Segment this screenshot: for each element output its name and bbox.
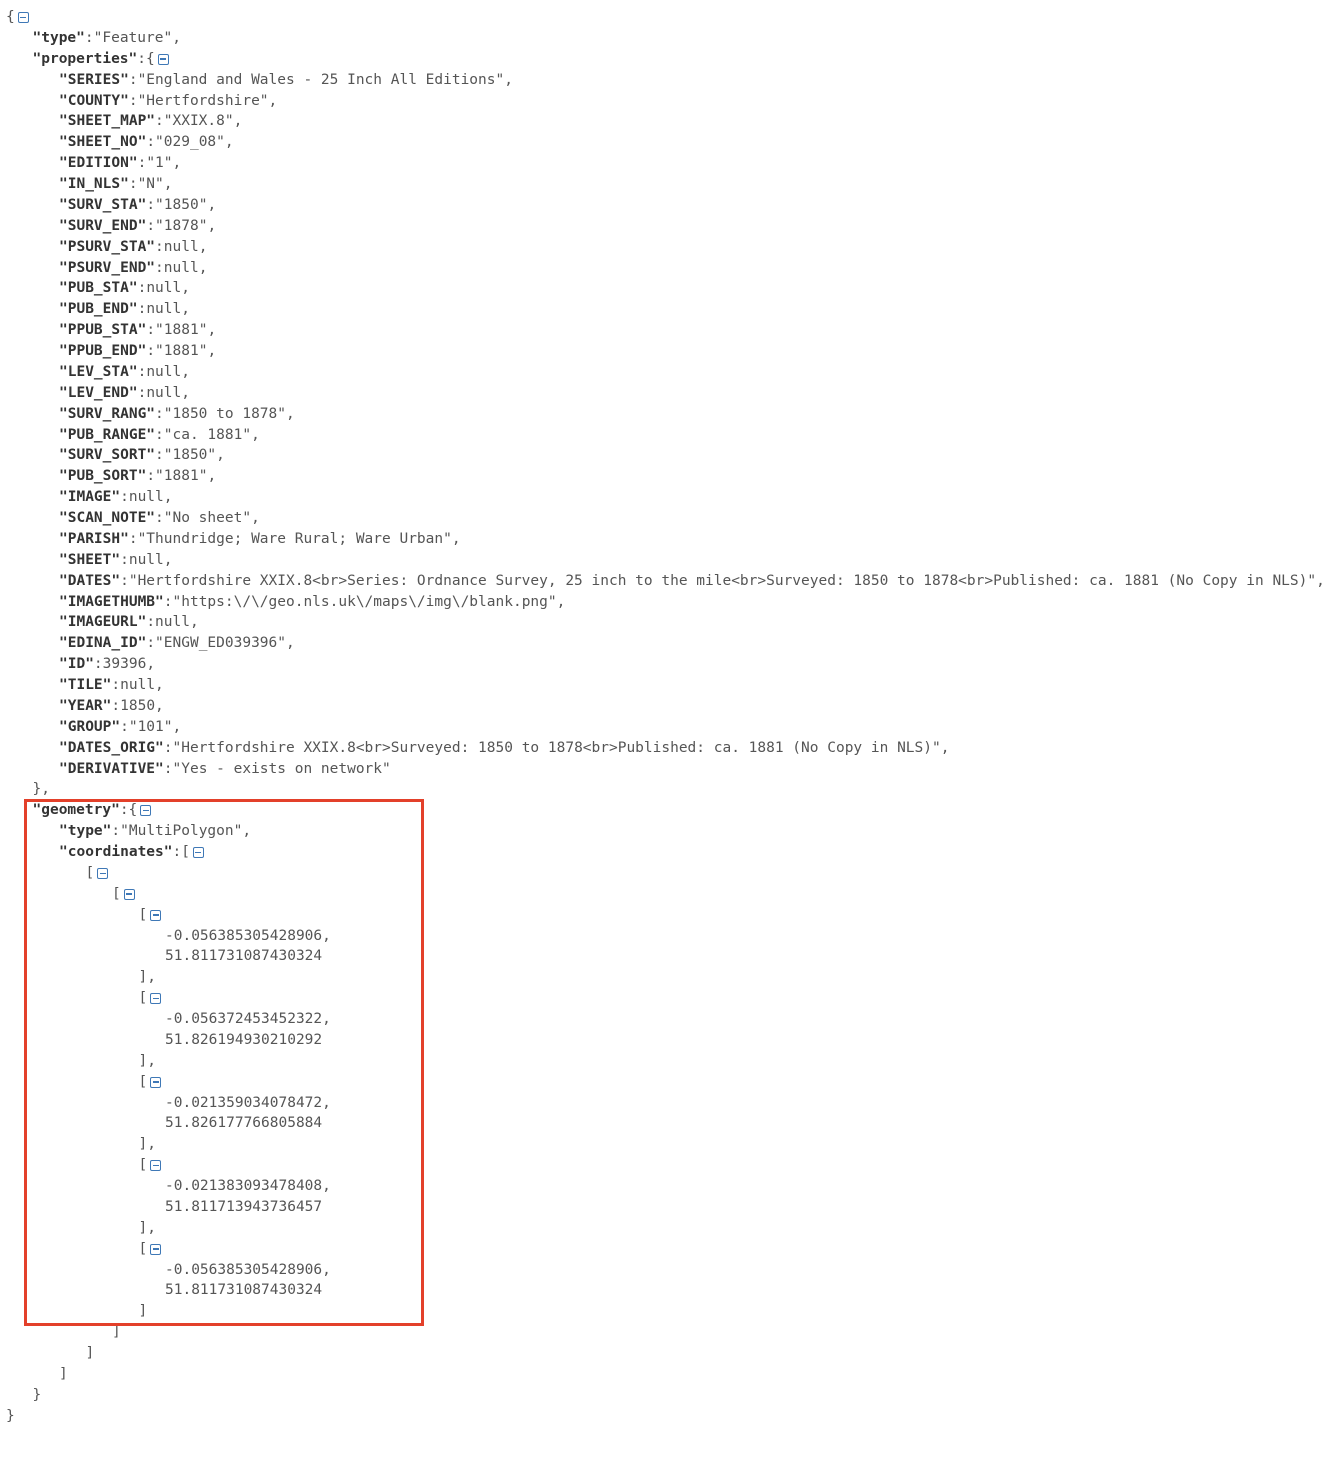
colon: : (111, 697, 121, 714)
json-key: "IMAGETHUMB" (59, 593, 164, 610)
array-close (6, 1322, 1325, 1343)
latitude-value: 51.811731087430324 (165, 948, 323, 965)
json-value: null (146, 384, 182, 401)
latitude-row (6, 1197, 1325, 1218)
colon: : (155, 447, 164, 464)
json-value: "Yes - exists on network" (172, 760, 391, 777)
json-key: "LEV_END" (59, 384, 138, 401)
json-value: "ENGW_ED039396" (155, 635, 286, 652)
root-close (6, 1406, 1325, 1427)
property-row (6, 70, 1325, 91)
property-row (6, 258, 1325, 279)
bracket-close: ], (138, 1052, 156, 1069)
json-value: null (146, 363, 182, 380)
json-value: "Hertfordshire XXIX.8<br>Surveyed: 1850 to 1878<br>Published: ca. 1881 (No Copy in NLS)" (172, 739, 941, 756)
property-row (6, 237, 1325, 258)
brace-open: { (6, 9, 15, 25)
json-key: "DERIVATIVE" (59, 760, 164, 777)
json-value: "1" (146, 155, 173, 172)
json-value: "1850" (155, 196, 208, 213)
json-key: "properties" (32, 50, 138, 67)
colon: : (128, 71, 138, 88)
json-viewer (6, 7, 1325, 1427)
comma: , (172, 718, 182, 735)
json-value: 1850 (120, 697, 156, 714)
coordinate-pair-close (6, 1134, 1325, 1155)
json-key: "PUB_END" (59, 301, 138, 318)
colon: : (155, 510, 164, 526)
json-value: "Hertfordshire" (137, 92, 269, 109)
property-row (6, 153, 1325, 174)
property-row (6, 278, 1325, 299)
colon: : (155, 426, 164, 443)
json-key: "COUNTY" (59, 92, 129, 109)
property-row (6, 508, 1325, 529)
json-key: "SCAN_NOTE" (59, 510, 156, 526)
latitude-row (6, 1280, 1325, 1301)
property-row (6, 320, 1325, 341)
bracket-open: :[ (172, 844, 190, 860)
json-key: "SURV_END" (59, 217, 147, 234)
property-row (6, 174, 1325, 195)
property-row (6, 550, 1325, 571)
bracket-close: ] (138, 1303, 148, 1320)
json-value: "Feature" (93, 29, 173, 46)
collapse-toggle-icon[interactable] (158, 54, 169, 65)
json-value: "1878" (155, 217, 208, 234)
property-row (6, 654, 1325, 675)
property-row (6, 759, 1325, 780)
property-row (6, 466, 1325, 487)
property-row (6, 91, 1325, 112)
comma: , (251, 426, 260, 443)
colon: : (163, 739, 173, 756)
property-row (6, 195, 1325, 216)
colon: : (155, 238, 164, 255)
json-value: "Thundridge; Ware Rural; Ware Urban" (137, 530, 452, 547)
json-key: "SERIES" (59, 71, 129, 88)
properties-row (6, 49, 1325, 70)
coordinate-pair-close (6, 1301, 1325, 1322)
longitude-row (6, 1009, 1325, 1030)
colon: : (111, 677, 121, 693)
json-key: "PUB_SORT" (59, 468, 147, 485)
colon: : (163, 760, 173, 777)
latitude-value: 51.811713943736457 (165, 1198, 323, 1215)
type-row (6, 28, 1325, 49)
comma: , (322, 927, 331, 944)
coordinate-pair-open (6, 988, 1325, 1009)
array-close (6, 1364, 1325, 1385)
properties-close (6, 779, 1325, 800)
colon: : (137, 384, 147, 401)
json-value: "1850" (163, 447, 217, 464)
json-key: "SURV_SORT" (59, 447, 156, 464)
comma: , (504, 71, 513, 88)
bracket-open: [ (138, 1073, 148, 1090)
comma: , (189, 614, 199, 631)
bracket-open: [ (85, 864, 95, 881)
brace-close: } (32, 1386, 42, 1403)
json-key: "IN_NLS" (59, 176, 129, 192)
comma: , (207, 468, 217, 485)
json-key: "DATES" (59, 572, 121, 589)
longitude-value: -0.056372453452322 (165, 1011, 323, 1027)
property-row (6, 216, 1325, 237)
json-value: null (155, 614, 190, 631)
json-value: "No sheet" (163, 510, 252, 526)
json-value: "1881" (155, 343, 208, 359)
json-key: "ID" (59, 656, 94, 673)
json-value: null (128, 489, 164, 506)
json-value: "England and Wales - 25 Inch All Editions" (137, 71, 505, 88)
collapse-toggle-icon[interactable] (124, 889, 135, 900)
longitude-row (6, 1260, 1325, 1281)
json-key: "YEAR" (59, 697, 112, 714)
json-key: "PSURV_END" (59, 259, 156, 276)
json-key: "coordinates" (59, 844, 173, 860)
json-value: null (128, 551, 164, 568)
colon: : (120, 489, 129, 506)
coordinate-pair-open (6, 905, 1325, 926)
property-row (6, 696, 1325, 717)
colon: : (120, 718, 129, 735)
colon: : (146, 635, 156, 652)
comma: , (268, 92, 278, 109)
json-value: null (163, 238, 199, 255)
json-key: "GROUP" (59, 718, 121, 735)
property-row (6, 111, 1325, 132)
json-key: "DATES_ORIG" (59, 739, 164, 756)
json-value: null (146, 301, 182, 318)
property-row (6, 487, 1325, 508)
comma: , (224, 134, 234, 151)
comma: , (207, 196, 217, 213)
comma: , (322, 1261, 331, 1278)
comma: , (242, 823, 252, 840)
comma: , (181, 384, 190, 401)
comma: , (163, 489, 173, 506)
property-row (6, 633, 1325, 654)
comma: , (146, 656, 156, 673)
array-open (6, 884, 1325, 905)
longitude-value: -0.021359034078472 (165, 1094, 323, 1111)
property-row (6, 341, 1325, 362)
brace-close: }, (32, 781, 50, 798)
json-value: "ca. 1881" (163, 426, 252, 443)
latitude-row (6, 1030, 1325, 1051)
json-value: null (163, 259, 199, 276)
json-key: "PPUB_STA" (59, 322, 147, 339)
json-key: "LEV_STA" (59, 363, 138, 380)
json-value: null (146, 280, 182, 297)
collapse-toggle-icon[interactable] (18, 12, 29, 23)
json-value: "Hertfordshire XXIX.8<br>Series: Ordnance Survey, 25 inch to the mile<br>Surveyed: 1850 to 1878<br>Published: ca. 1881 (No Copy in NLS)" (128, 572, 1317, 589)
comma: , (172, 29, 181, 46)
property-row (6, 571, 1325, 592)
collapse-toggle-icon[interactable] (150, 1244, 161, 1255)
property-row (6, 445, 1325, 466)
comma: , (163, 176, 173, 192)
colon: : (155, 259, 164, 276)
colon: : (128, 176, 138, 192)
colon: : (146, 196, 156, 213)
root-open (6, 7, 1325, 28)
bracket-open: [ (112, 885, 121, 902)
json-value: "MultiPolygon" (120, 823, 243, 840)
colon: : (155, 113, 164, 130)
json-value: 39396 (102, 656, 147, 673)
comma: , (155, 697, 164, 714)
json-value: "029_08" (155, 134, 225, 151)
bracket-open: [ (138, 1157, 148, 1174)
json-value: "https:\/\/geo.nls.uk\/maps\/img\/blank.png" (172, 593, 557, 610)
latitude-row (6, 946, 1325, 967)
comma: , (451, 530, 461, 547)
property-row (6, 362, 1325, 383)
json-key: "PARISH" (59, 530, 129, 547)
comma: , (163, 551, 173, 568)
collapse-toggle-icon[interactable] (150, 1160, 161, 1171)
coordinates-row (6, 842, 1325, 863)
colon: : (146, 322, 156, 339)
json-key: "PUB_RANGE" (59, 426, 156, 443)
json-key: "EDINA_ID" (59, 635, 147, 652)
bracket-close: ] (112, 1324, 121, 1341)
json-value: "1881" (155, 468, 208, 485)
comma: , (322, 1094, 331, 1111)
colon: : (146, 468, 156, 485)
comma: , (155, 677, 164, 693)
comma: , (251, 510, 260, 526)
property-row (6, 404, 1325, 425)
geometry-close (6, 1385, 1325, 1406)
latitude-value: 51.811731087430324 (165, 1282, 323, 1299)
coordinate-pair-open (6, 1072, 1325, 1093)
json-key: "IMAGE" (59, 489, 121, 506)
longitude-row (6, 926, 1325, 947)
json-key: "SHEET" (59, 551, 121, 568)
json-value: null (120, 677, 156, 693)
comma: , (207, 343, 217, 359)
colon: : (155, 405, 164, 422)
colon: : (128, 92, 138, 109)
bracket-open: [ (138, 990, 148, 1007)
collapse-toggle-icon[interactable] (150, 993, 161, 1004)
bracket-close: ], (138, 1219, 156, 1236)
bracket-open: [ (138, 906, 148, 923)
comma: , (233, 113, 243, 130)
brace-open: :{ (119, 802, 138, 819)
colon: : (93, 656, 103, 673)
property-row (6, 383, 1325, 404)
colon: : (137, 280, 147, 297)
json-key: "SHEET_MAP" (59, 113, 156, 130)
property-row (6, 612, 1325, 633)
property-row (6, 425, 1325, 446)
latitude-value: 51.826177766805884 (165, 1115, 323, 1132)
comma: , (1316, 572, 1325, 589)
json-value: "1850 to 1878" (163, 405, 286, 422)
json-key: "IMAGEURL" (59, 614, 147, 631)
property-row (6, 717, 1325, 738)
json-value: "XXIX.8" (163, 113, 234, 130)
geometry-type-row (6, 821, 1325, 842)
collapse-toggle-icon[interactable] (97, 868, 108, 879)
longitude-value: -0.056385305428906 (165, 927, 323, 944)
json-key: "geometry" (32, 802, 120, 819)
longitude-row (6, 1176, 1325, 1197)
comma: , (198, 259, 208, 276)
property-row (6, 738, 1325, 759)
colon: : (163, 593, 173, 610)
longitude-value: -0.056385305428906 (165, 1261, 323, 1278)
comma: , (198, 238, 208, 255)
comma: , (207, 217, 217, 234)
property-row (6, 299, 1325, 320)
colon: : (120, 551, 129, 568)
json-value: "101" (128, 718, 173, 735)
comma: , (556, 593, 566, 610)
json-key: "PUB_STA" (59, 280, 138, 297)
latitude-row (6, 1113, 1325, 1134)
collapse-toggle-icon[interactable] (150, 910, 161, 921)
json-value: "N" (137, 176, 164, 192)
comma: , (207, 322, 217, 339)
latitude-value: 51.826194930210292 (165, 1031, 323, 1048)
property-row (6, 529, 1325, 550)
json-value: "1881" (155, 322, 208, 339)
comma: , (181, 301, 190, 318)
geometry-row (6, 800, 1325, 821)
brace-open: :{ (137, 50, 155, 67)
json-key: "type" (32, 29, 85, 46)
collapse-toggle-icon[interactable] (150, 1077, 161, 1088)
array-open (6, 863, 1325, 884)
json-key: "PSURV_STA" (59, 238, 156, 255)
bracket-close: ], (138, 969, 156, 986)
coordinate-pair-close (6, 967, 1325, 988)
coordinate-pair-close (6, 1051, 1325, 1072)
colon: : (137, 363, 147, 380)
property-row (6, 592, 1325, 613)
colon: : (111, 823, 121, 840)
json-key: "SURV_RANG" (59, 405, 156, 422)
bracket-close: ] (59, 1365, 68, 1382)
comma: , (940, 739, 950, 756)
colon: : (137, 155, 147, 172)
coordinate-pair-open (6, 1239, 1325, 1260)
coordinate-pair-close (6, 1218, 1325, 1239)
collapse-toggle-icon[interactable] (193, 847, 204, 858)
comma: , (172, 155, 182, 172)
property-row (6, 132, 1325, 153)
colon: : (137, 301, 147, 318)
collapse-toggle-icon[interactable] (140, 805, 151, 816)
bracket-close: ] (85, 1345, 95, 1361)
json-key: "PPUB_END" (59, 343, 147, 359)
colon: : (84, 29, 94, 46)
json-key: "SURV_STA" (59, 196, 147, 213)
array-close (6, 1343, 1325, 1364)
longitude-value: -0.021383093478408 (165, 1178, 323, 1194)
comma: , (285, 405, 295, 422)
comma: , (322, 1011, 331, 1027)
coordinate-pair-open (6, 1155, 1325, 1176)
bracket-open: [ (138, 1240, 148, 1257)
property-row (6, 675, 1325, 696)
json-key: "type" (59, 823, 112, 840)
comma: , (216, 447, 225, 464)
colon: : (146, 343, 156, 359)
colon: : (146, 614, 156, 631)
colon: : (128, 530, 138, 547)
json-key: "TILE" (59, 677, 112, 693)
comma: , (181, 363, 190, 380)
colon: : (146, 134, 156, 151)
colon: : (146, 217, 156, 234)
bracket-close: ], (138, 1136, 156, 1153)
colon: : (120, 572, 129, 589)
brace-close: } (6, 1407, 15, 1424)
longitude-row (6, 1093, 1325, 1114)
comma: , (286, 635, 295, 652)
json-key: "SHEET_NO" (59, 134, 147, 151)
comma: , (322, 1178, 331, 1194)
json-key: "EDITION" (59, 155, 138, 172)
comma: , (181, 280, 190, 297)
